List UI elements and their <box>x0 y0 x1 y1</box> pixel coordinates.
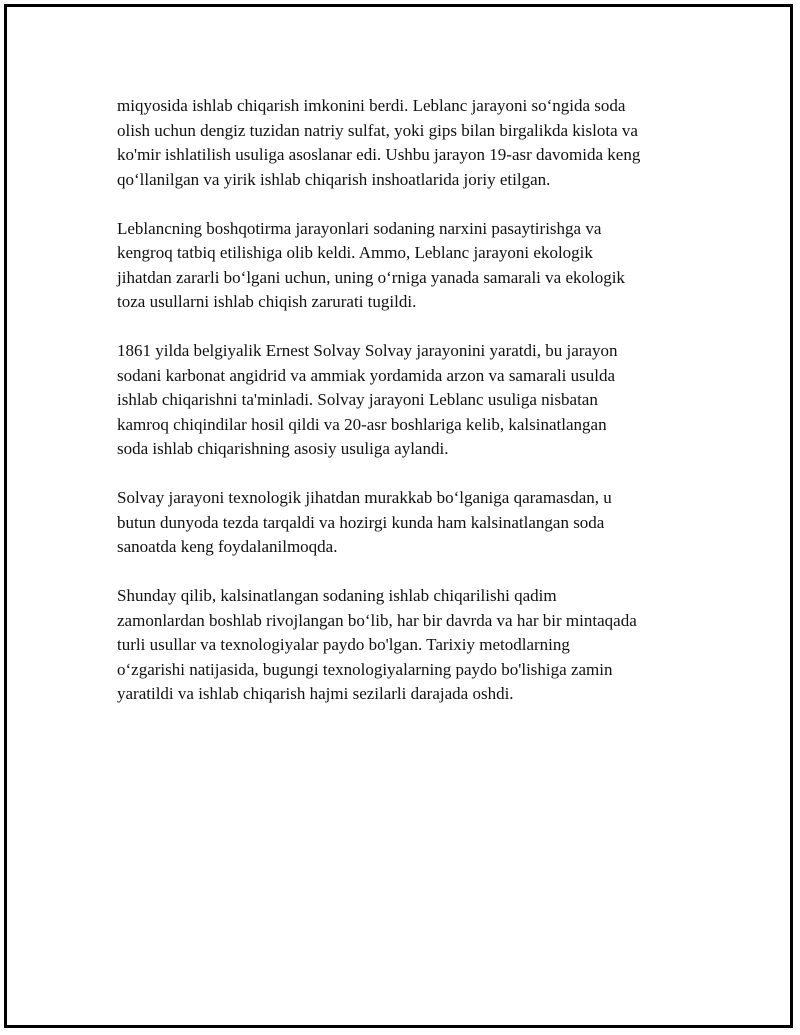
paragraph <box>117 217 707 315</box>
text-line: ko'mir ishlatilish usuliga asoslanar edi. Ushbu jarayon 19-asr davomida keng <box>117 145 641 164</box>
text-line: yaratildi va ishlab chiqarish hajmi sezilarli darajada oshdi. <box>117 684 514 703</box>
text-line: sodani karbonat angidrid va ammiak yordamida arzon va samarali usulda <box>117 365 616 385</box>
text-line: zamonlardan boshlab rivojlangan bo‘lib, har bir davrda va har bir mintaqada <box>117 610 637 630</box>
text-line: olish uchun dengiz tuzidan natriy sulfat, yoki gips bilan birgalikda kislota va <box>117 120 638 140</box>
text-line: miqyosida ishlab chiqarish imkonini berdi. Leblanc jarayoni so‘ngida soda <box>117 96 626 115</box>
text-line: o‘zgarishi natijasida, bugungi texnologiyalarning paydo bo'lishiga zamin <box>117 659 613 679</box>
paragraph <box>117 339 707 462</box>
text-line: Solvay jarayoni texnologik jihatdan murakkab bo‘lganiga qaramasdan, u <box>117 488 612 507</box>
text-line: soda ishlab chiqarishning asosiy usuliga aylandi. <box>117 439 449 458</box>
text-line: qo‘llanilgan va yirik ishlab chiqarish inshoatlarida joriy etilgan. <box>117 169 551 189</box>
text-line: toza usullarni ishlab chiqish zarurati tugildi. <box>117 292 417 311</box>
document-body <box>117 94 707 731</box>
paragraph <box>117 486 707 560</box>
paragraph <box>117 94 707 192</box>
text-line: 1861 yilda belgiyalik Ernest Solvay Solvay jarayonini yaratdi, bu jarayon <box>117 341 618 360</box>
text-line: turli usullar va texnologiyalar paydo bo'lgan. Tarixiy metodlarning <box>117 635 570 654</box>
text-line: kamroq chiqindilar hosil qildi va 20-asr boshlariga kelib, kalsinatlangan <box>117 414 607 434</box>
text-line: jihatdan zararli bo‘lgani uchun, uning o‘rniga yanada samarali va ekologik <box>117 267 625 287</box>
text-line: kengroq tatbiq etilishiga olib keldi. Ammo, Leblanc jarayoni ekologik <box>117 243 593 262</box>
text-line: Shunday qilib, kalsinatlangan sodaning ishlab chiqarilishi qadim <box>117 586 557 605</box>
paragraph <box>117 584 707 707</box>
text-line: Leblancning boshqotirma jarayonlari sodaning narxini pasaytirishga va <box>117 218 602 238</box>
text-line: sanoatda keng foydalanilmoqda. <box>117 537 338 556</box>
text-line: butun dunyoda tezda tarqaldi va hozirgi kunda ham kalsinatlangan soda <box>117 512 605 532</box>
text-line: ishlab chiqarishni ta'minladi. Solvay jarayoni Leblanc usuliga nisbatan <box>117 390 598 409</box>
